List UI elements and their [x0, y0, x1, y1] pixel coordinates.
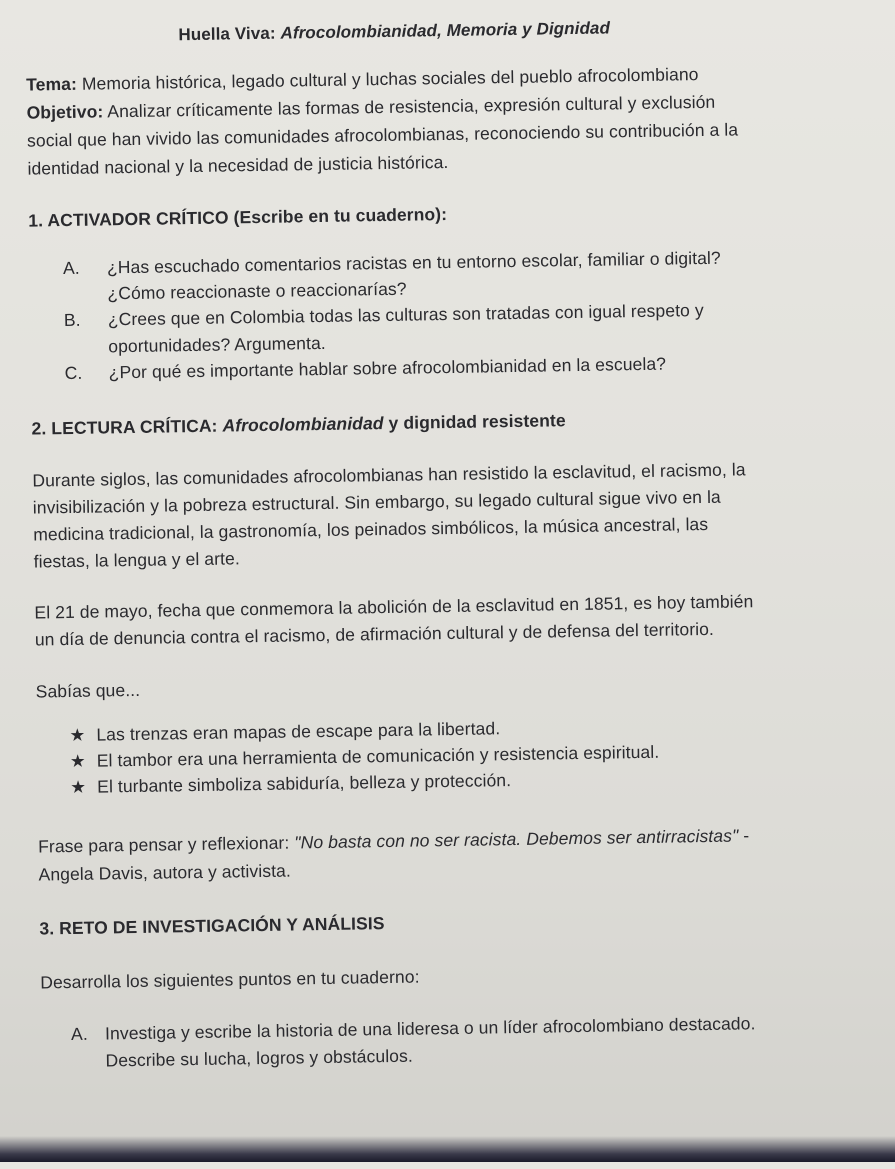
title-prefix: Huella Viva: [178, 23, 281, 45]
paragraph1-line-4: fiestas, la lengua y el arte. [33, 548, 241, 572]
objetivo-line-3: identidad nacional y la necesidad de justicia histórica. [27, 151, 449, 179]
section2-heading [31, 410, 565, 439]
bottom-edge-shadow [0, 1136, 895, 1162]
title-italic: Afrocolombianidad, Memoria y Dignidad [280, 18, 611, 43]
question-b-line-1 [64, 300, 704, 331]
objetivo-text-1: Analizar críticamente las formas de resistencia, expresión cultural y exclusión [103, 91, 716, 122]
question-b-line-2: oportunidades? Argumenta. [108, 332, 326, 357]
objetivo-line-2: social que han vivido las comunidades afrocolombianas, reconociendo su contribución a la [26, 119, 739, 151]
fact-item-3 [67, 770, 511, 798]
quote-prefix: Frase para pensar y reflexionar: [37, 832, 295, 857]
task-a-letter: A. [70, 1023, 88, 1045]
task-a-line-1 [71, 1013, 756, 1045]
question-b-letter: B. [63, 309, 81, 331]
star-icon: ★ [69, 724, 86, 745]
quote-author: Angela Davis, autora y activista. [38, 860, 292, 885]
question-c-letter: C. [64, 362, 83, 384]
fact-item-2 [67, 742, 660, 772]
objetivo-line-1 [26, 92, 715, 124]
quote-line-1 [38, 825, 749, 857]
objetivo-label: Objetivo: [26, 101, 104, 123]
task-a-text: Investiga y escribe la historia de una lideresa o un líder afrocolombiano destacado. [104, 1013, 756, 1044]
question-a-line-2: ¿Cómo reaccionaste o reaccionarías? [107, 278, 407, 304]
question-c-line-1 [65, 354, 667, 384]
fact-text-1: Las trenzas eran mapas de escape para la libertad. [96, 718, 501, 745]
page-title [178, 18, 610, 45]
tema-text: Memoria histórica, legado cultural y luchas sociales del pueblo afrocolombiano [76, 64, 699, 94]
section1-heading: 1. ACTIVADOR CRÍTICO (Escribe en tu cuaderno): [28, 204, 448, 231]
tema-label: Tema: [26, 73, 78, 95]
tema-line [26, 64, 699, 96]
paragraph1-line-2: invisibilización y la pobreza estructural. Sin embargo, su legado cultural sigue vivo en la [32, 486, 721, 518]
section2-heading-italic: Afrocolombianidad [222, 413, 384, 436]
task-a-line-2: Describe su lucha, logros y obstáculos. [105, 1045, 414, 1071]
star-icon: ★ [70, 776, 87, 797]
question-a-letter: A. [62, 257, 80, 279]
section2-heading-prefix: 2. LECTURA CRÍTICA: [31, 415, 223, 439]
fact-text-3: El turbante simboliza sabiduría, belleza y protección. [97, 770, 512, 797]
paragraph1-line-3: medicina tradicional, la gastronomía, los peinados simbólicos, la música ancestral, las [33, 513, 709, 545]
star-icon: ★ [69, 750, 86, 771]
section3-heading: 3. RETO DE INVESTIGACIÓN Y ANÁLISIS [39, 913, 385, 939]
question-a-line-1 [63, 248, 721, 279]
quote-suffix: - [738, 825, 750, 846]
paragraph1-line-1: Durante siglos, las comunidades afrocolombianas han resistido la esclavitud, el racismo, la [32, 459, 746, 491]
section3-intro: Desarrolla los siguientes puntos en tu cuaderno: [40, 966, 420, 993]
question-c-text: ¿Por qué es importante hablar sobre afrocolombianidad en la escuela? [108, 353, 667, 383]
quote-text: "No basta con no ser racista. Debemos ser antirracistas" [294, 825, 739, 853]
question-a-text: ¿Has escuchado comentarios racistas en tu entorno escolar, familiar o digital? [106, 247, 721, 278]
fact-text-2: El tambor era una herramienta de comunicación y resistencia espiritual. [96, 741, 660, 771]
paragraph2-line-2: un día de denuncia contra el racismo, de afirmación cultural y de defensa del territorio. [34, 618, 715, 650]
paragraph2-line-1: El 21 de mayo, fecha que conmemora la abolición de la esclavitud en 1851, es hoy también [34, 591, 754, 623]
question-b-text: ¿Crees que en Colombia todas las culturas son tratadas con igual respeto y [107, 299, 704, 330]
fact-item-1 [66, 718, 500, 746]
sabias-que-label: Sabías que... [35, 679, 141, 702]
section2-heading-suffix: y dignidad resistente [383, 410, 566, 434]
